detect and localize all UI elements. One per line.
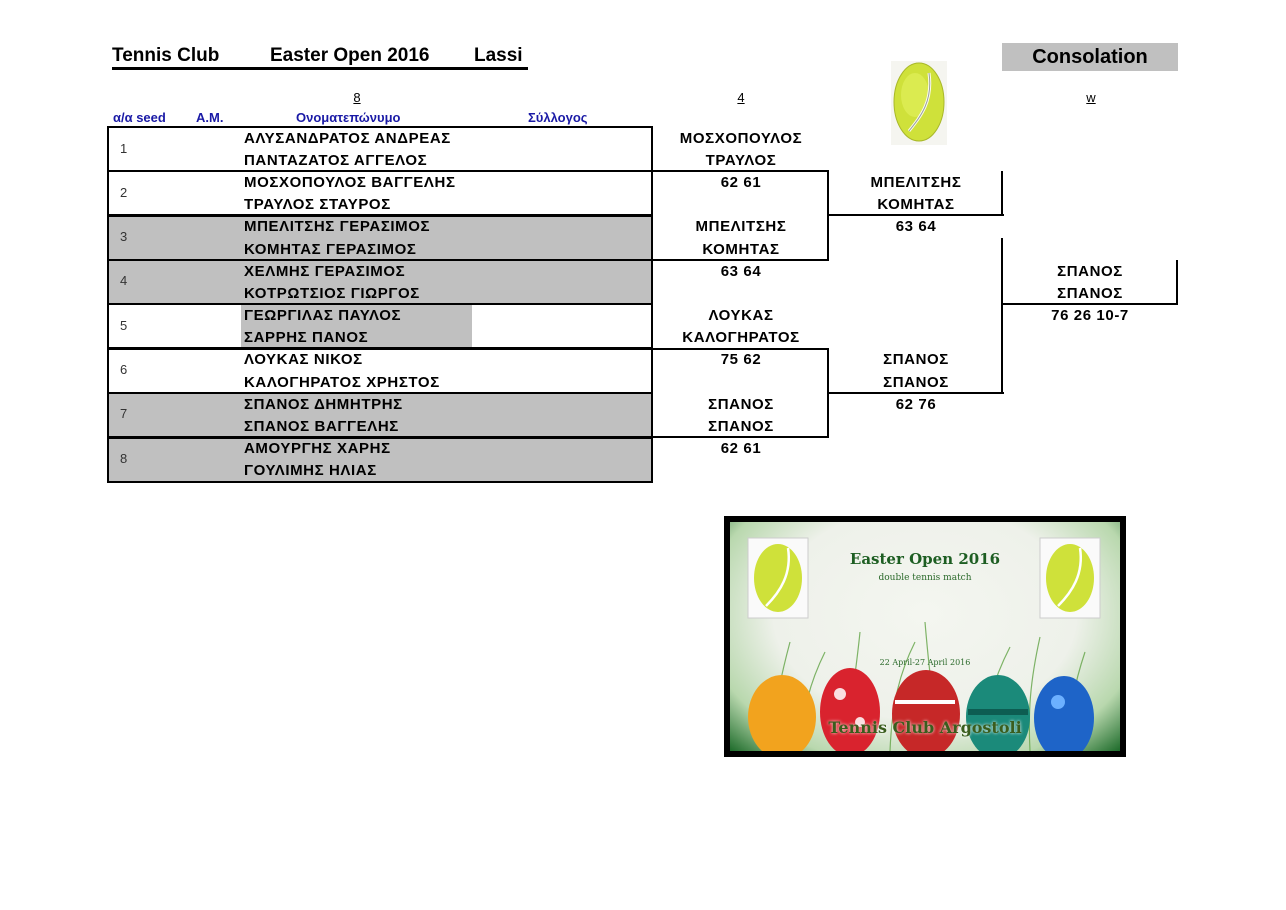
player-name: ΠΑΝΤΑΖΑΤΟΣ ΑΓΓΕΛΟΣ [244,152,428,169]
title-place: Lassi [474,45,523,66]
r2-score: 63 64 [720,263,762,280]
round2-header: 4 [737,90,745,105]
poster-dates: 22 April-27 April 2016 [879,658,971,667]
r2-winner: ΤΡΑΥΛΟΣ [705,152,777,169]
r3-winner: ΣΠΑΝΟΣ [883,374,949,391]
player-name: ΑΛΥΣΑΝΔΡΑΤΟΣ ΑΝΔΡΕΑΣ [244,130,451,147]
r3-score: 62 76 [895,396,937,413]
player-name: ΤΡΑΥΛΟΣ ΣΤΑΥΡΟΣ [244,196,391,213]
player-name: ΚΟΜΗΤΑΣ ΓΕΡΑΣΙΜΟΣ [244,241,417,258]
consolation-label: Consolation [1002,43,1178,71]
bracket-line [1003,303,1178,305]
player-name: ΜΟΣΧΟΠΟΥΛΟΣ ΒΑΓΓΕΛΗΣ [244,174,456,191]
entry-number: 6 [120,362,128,377]
round3-header: w [1086,90,1096,105]
final-winner: ΣΠΑΝΟΣ [1057,285,1123,302]
player-name: ΣΑΡΡΗΣ ΠΑΝΟΣ [244,329,369,346]
entry-number: 4 [120,273,128,288]
bracket-line [653,436,829,438]
r2-winner: ΜΠΕΛΙΤΣΗΣ [695,218,787,235]
r2-winner: ΚΟΜΗΤΑΣ [702,241,780,258]
player-name: ΧΕΛΜΗΣ ΓΕΡΑΣΙΜΟΣ [244,263,406,280]
bracket-line [653,170,829,172]
r2-winner: ΚΑΛΟΓΗΡΑΤΟΣ [682,329,800,346]
player-name: ΑΜΟΥΡΓΗΣ ΧΑΡΗΣ [244,440,391,457]
final-score: 76 26 10-7 [1051,307,1129,324]
r2-winner: ΣΠΑΝΟΣ [708,418,774,435]
bracket-line [653,348,829,350]
r2-score: 75 62 [720,351,762,368]
bracket-line [829,214,1004,216]
entry-number: 2 [120,185,128,200]
entry-number: 8 [120,451,128,466]
col-header-seed: α/α seed [113,110,166,125]
document-title [112,44,528,70]
r2-winner: ΣΠΑΝΟΣ [708,396,774,413]
entry-number: 3 [120,229,128,244]
player-name: ΚΟΤΡΩΤΣΙΟΣ ΓΙΩΡΓΟΣ [244,285,420,302]
player-name: ΓΕΩΡΓΙΛΑΣ ΠΑΥΛΟΣ [244,307,402,324]
r3-winner: ΜΠΕΛΙΤΣΗΣ [870,174,962,191]
bracket-line [1176,260,1178,305]
bracket-line [1001,171,1003,216]
player-name: ΚΑΛΟΓΗΡΑΤΟΣ ΧΡΗΣΤΟΣ [244,374,440,391]
final-winner: ΣΠΑΝΟΣ [1057,263,1123,280]
r3-winner: ΚΟΜΗΤΑΣ [877,196,955,213]
r2-winner: ΛΟΥΚΑΣ [708,307,774,324]
title-club: Tennis Club [112,45,220,66]
player-name: ΓΟΥΛΙΜΗΣ ΗΛΙΑΣ [244,462,377,479]
r2-winner: ΜΟΣΧΟΠΟΥΛΟΣ [679,130,803,147]
bracket-line [829,392,1004,394]
col-header-am: A.M. [196,110,224,125]
tennis-ball-icon [891,61,947,145]
entry-number: 1 [120,141,128,156]
entry-number: 5 [120,318,128,333]
poster-subtitle: double tennis match [878,573,972,583]
poster-title: Easter Open 2016 [849,550,1001,568]
player-name: ΜΠΕΛΙΤΣΗΣ ΓΕΡΑΣΙΜΟΣ [244,218,431,235]
poster-club: Tennis Club Argostoli [828,718,1022,737]
player-name: ΣΠΑΝΟΣ ΔΗΜΗΤΡΗΣ [244,396,403,413]
r3-winner: ΣΠΑΝΟΣ [883,351,949,368]
r2-score: 62 61 [720,174,762,191]
col-header-club: Σύλλογος [528,110,588,125]
entry-number: 7 [120,406,128,421]
bracket-line [653,259,829,261]
easter-open-poster [724,516,1126,757]
title-event: Easter Open 2016 [270,45,430,66]
round1-header: 8 [353,90,361,105]
player-name: ΛΟΥΚΑΣ ΝΙΚΟΣ [244,351,363,368]
r3-score: 63 64 [895,218,937,235]
player-name: ΣΠΑΝΟΣ ΒΑΓΓΕΛΗΣ [244,418,399,435]
col-header-name: Ονοματεπώνυμο [296,110,401,125]
r2-score: 62 61 [720,440,762,457]
